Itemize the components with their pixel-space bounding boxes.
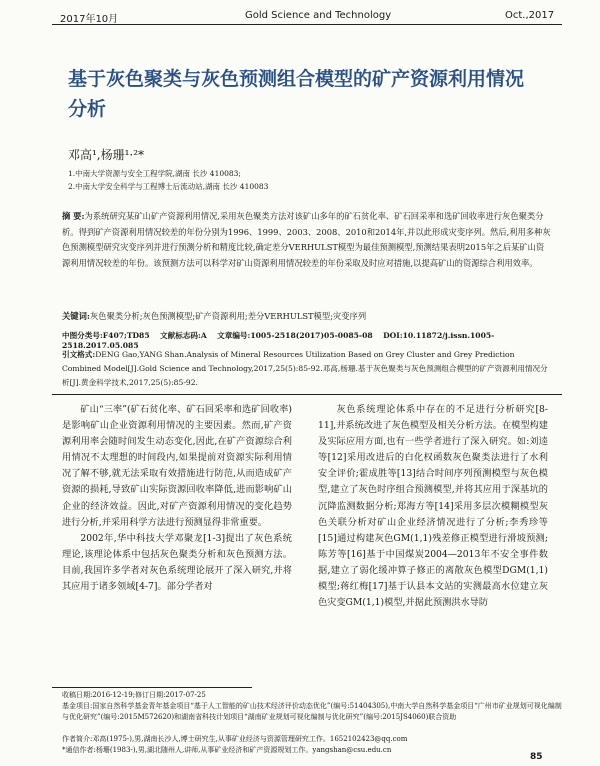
issue-date: 2017年10月 <box>60 14 119 25</box>
journal-name: Gold Science and Technology <box>245 10 392 21</box>
footnote-rule <box>52 687 252 688</box>
page-number: 85 <box>530 752 543 762</box>
affiliation-1: 1.中南大学资源与安全工程学院,湖南 长沙 410083; <box>68 169 241 178</box>
body-column-left <box>62 402 292 595</box>
abstract-text: 为系统研究某矿山矿产资源利用情况,采用灰色聚类方法对该矿山多年的矿石贫化率、矿石回采率和选矿回收率进行灰色聚类分析。得到矿产资源利用情况较差的年份分别为1996、1999、2003、2008、2010和2014年,并以此形成灾变序列。然后,利用多种灰色预测模型研究灾变序列并进行预测分析和精度比较,确定差分VERHULST模型为最佳预测模型,预测结果表明2015年之后某矿山资源利用情况较差的年份。该预测方法可以科学对矿山资源利用情况较差的年份采取及时应对措施,以提高矿山的资源综合利用效率。 <box>62 211 551 268</box>
running-header <box>0 4 600 26</box>
citation-format <box>62 348 552 390</box>
citation-text: DENG Gao,YANG Shan.Analysis of Mineral Resources Utilization Based on Grey Cluster and Grey Prediction Combined Model[J].Gold Science and Technology,2017,25(5):85-92.邓高,杨珊.基于灰色聚类与灰色预测组合模型的矿产资源利用情况分析[J].黄金科学技术,2017,25(5):85-92. <box>62 350 548 387</box>
paragraph: 矿山“三率”(矿石贫化率、矿石回采率和选矿回收率)是影响矿山企业资源利用情况的主要因素。然而,矿产资源利用率会随时间发生动态变化,因此,在矿产资源综合利用情况不太理想的时间段内,如果提前对资源实际利用情况了解不够,就无法采取有效措施进行防范,从而造成矿产资源的损耗,导致矿山实际资源回收率降低,进而影响矿山企业的经济效益。因此,对矿产资源利用情况的变化趋势进行分析,并采用科学方法进行预测显得非常重要。 <box>62 404 292 528</box>
corresponding-author: *通信作者:杨珊(1983-),男,湖北随州人,讲师,从事矿业经济和矿产资源规划工作。yangshan@csu.edu.cn <box>62 746 392 754</box>
issue-date-en: Oct.,2017 <box>505 10 555 21</box>
abstract-label: 摘 要: <box>62 211 85 221</box>
authors: 邓高¹,杨珊¹·²* <box>68 148 145 162</box>
article-number: 文章编号:1005-2518(2017)05-0085-08 <box>217 331 373 340</box>
paragraph: 灰色系统理论体系中存在的不足进行分析研究[8-11],并系统改进了灰色模型及相关分析方法。在模型构建及实际应用方面,也有一些学者进行了深入研究。如:刘逵等[12]采用改进后的白化权函数灰色聚类法进行了水利安全评价;霍成胜等[13]结合时间序列预测模型与灰色模型,建立了灰色时序组合预测模型,并将其应用于深基坑的沉降监测数据分析;郑海方等[14]采用多层次模糊模型灰色关联分析对矿山企业经济情况进行了分析;李秀珍等[15]通过构建灰色GM(1,1)残差修正模型进行滑坡预测;陈芳等[16]基于中国煤炭2004—2013年不安全事件数据,建立了弱化缓冲算子修正的离散灰色模型DGM(1,1)模型;蒋红梅[17]基于认县本文站的实测最高水位建立灰色灾变GM(1,1)模型,并据此预测洪水导防 <box>318 404 548 609</box>
affiliation-2: 2.中南大学安全科学与工程博士后流动站,湖南 长沙 410083 <box>68 182 269 191</box>
keywords-text: 灰色聚类分析;灰色预测模型;矿产资源利用;差分VERHULST模型;灾变序列 <box>89 311 367 321</box>
author-bio: 作者简介:邓高(1975-),男,湖南长沙人,博士研究生,从事矿业经济与资源管理研究工作。1652102423@qq.com <box>62 735 408 743</box>
citation-label: 引文格式: <box>62 350 96 359</box>
clc-number: 中图分类号:F407;TD85 <box>62 331 150 340</box>
header-rule <box>52 24 562 25</box>
abstract <box>62 209 552 271</box>
article-title: 基于灰色聚类与灰色预测组合模型的矿产资源利用情况分析 <box>68 68 525 120</box>
funding-note: 基金项目:国家自然科学基金青年基金项目“基于人工智能的矿山技术经济评价动态优化”(编号:51404305),中南大学自然科学基金项目“广州市矿业规划可视化编制与优化研究”(编号:2015M572620)和湖南省科技计划项目“湖南矿业规划可视化编制与优化研究”(编号:2015JS4060)联合资助 <box>62 702 562 721</box>
document-code: 文献标志码:A <box>160 331 207 340</box>
paragraph: 2002年,华中科技大学邓聚龙[1-3]提出了灰色系统理论,该理论体系中包括灰色聚类分析和灰色预测方法。目前,我国许多学者对灰色系统理论展开了深入研究,并将其应用于诸多领域[4-7]。部分学者对 <box>62 532 292 593</box>
body-column-right <box>318 402 548 611</box>
section-rule <box>52 394 562 395</box>
received-dates: 收稿日期:2016-12-19;修订日期:2017-07-25 <box>62 691 206 699</box>
doi: DOI:10.11872/j.issn.1005-2518.2017.05.085 <box>62 331 495 350</box>
keywords <box>62 310 552 322</box>
classification-line <box>62 330 552 350</box>
keywords-label: 关键词: <box>62 311 90 321</box>
